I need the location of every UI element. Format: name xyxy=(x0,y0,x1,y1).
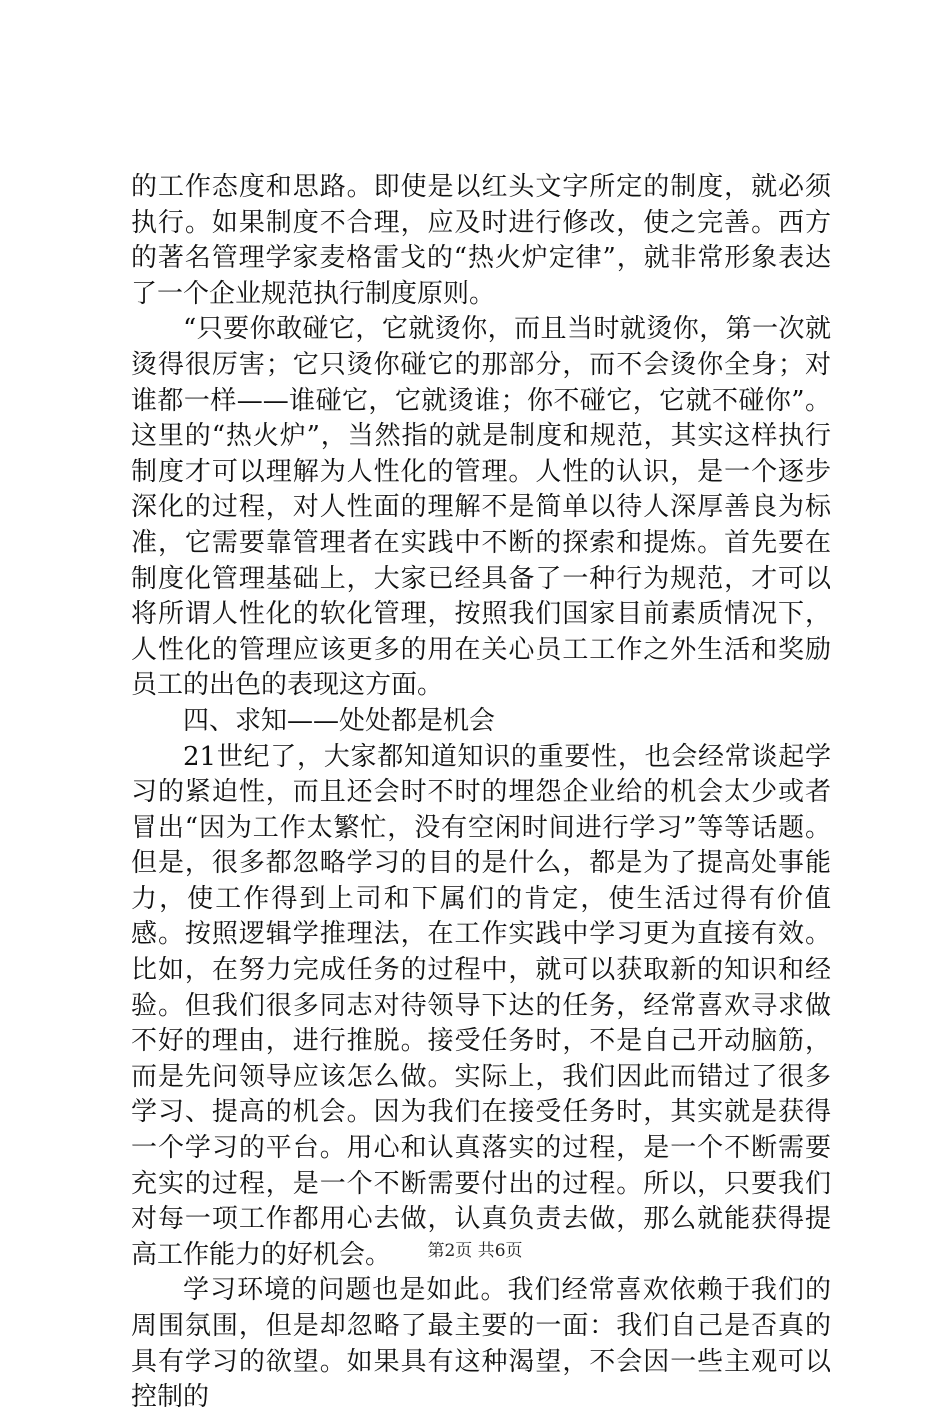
document-body xyxy=(131,170,831,1416)
paragraph-learning-environment: 学习环境的问题也是如此。我们经常喜欢依赖于我们的周围氛围，但是却忽略了最主要的一面：我们自己是否真的具有学习的欲望。如果具有这种渴望，不会因一些主观可以控制的 xyxy=(131,1275,831,1413)
page-number-footer: 第2页 共6页 xyxy=(427,1241,523,1261)
paragraph-continuation: 的工作态度和思路。即使是以红头文字所定的制度，就必须执行。如果制度不合理，应及时进行修改，使之完善。西方的著名管理学家麦格雷戈的“热火炉定律”，就非常形象表达了一个企业规范执行制度原则。 xyxy=(131,172,831,309)
section-heading-four: 四、求知——处处都是机会 xyxy=(183,705,496,736)
paragraph-learning: 21世纪了，大家都知道知识的重要性，也会经常谈起学习的紧迫性，而且还会时不时的埋怨企业给的机会太少或者冒出“因为工作太繁忙，没有空闲时间进行学习”等等话题。但是，很多都忽略学习的目的是什么，都是为了提高处事能力，使工作得到上司和下属们的肯定，使生活过得有价值感。按照逻辑学推理法，在工作实践中学习更为直接有效。比如，在努力完成任务的过程中，就可以获取新的知识和经验。但我们很多同志对待领导下达的任务，经常喜欢寻求做不好的理由，进行推脱。接受任务时，不是自己开动脑筋，而是先问领导应该怎么做。实际上，我们因此而错过了很多学习、提高的机会。因为我们在接受任务时，其实就是获得一个学习的平台。用心和认真落实的过程，是一个不断需要充实的过程，是一个不断需要付出的过程。所以，只要我们对每一项工作都用心去做，认真负责去做，那么就能获得提高工作能力的好机会。 xyxy=(131,741,831,1270)
paragraph-hot-stove-quote: “只要你敢碰它，它就烫你，而且当时就烫你，第一次就烫得很厉害；它只烫你碰它的那部分，而不会烫你全身；对谁都一样——谁碰它，它就烫谁；你不碰它，它就不碰你”。这里的“热火炉”，当然指的就是制度和规范，其实这样执行制度才可以理解为人性化的管理。人性的认识，是一个逐步深化的过程，对人性面的理解不是简单以待人深厚善良为标准，它需要靠管理者在实践中不断的探索和提炼。首先要在制度化管理基础上，大家已经具备了一种行为规范，才可以将所谓人性化的软化管理，按照我们国家目前素质情况下，人性化的管理应该更多的用在关心员工工作之外生活和奖励员工的出色的表现这方面。 xyxy=(131,314,831,701)
